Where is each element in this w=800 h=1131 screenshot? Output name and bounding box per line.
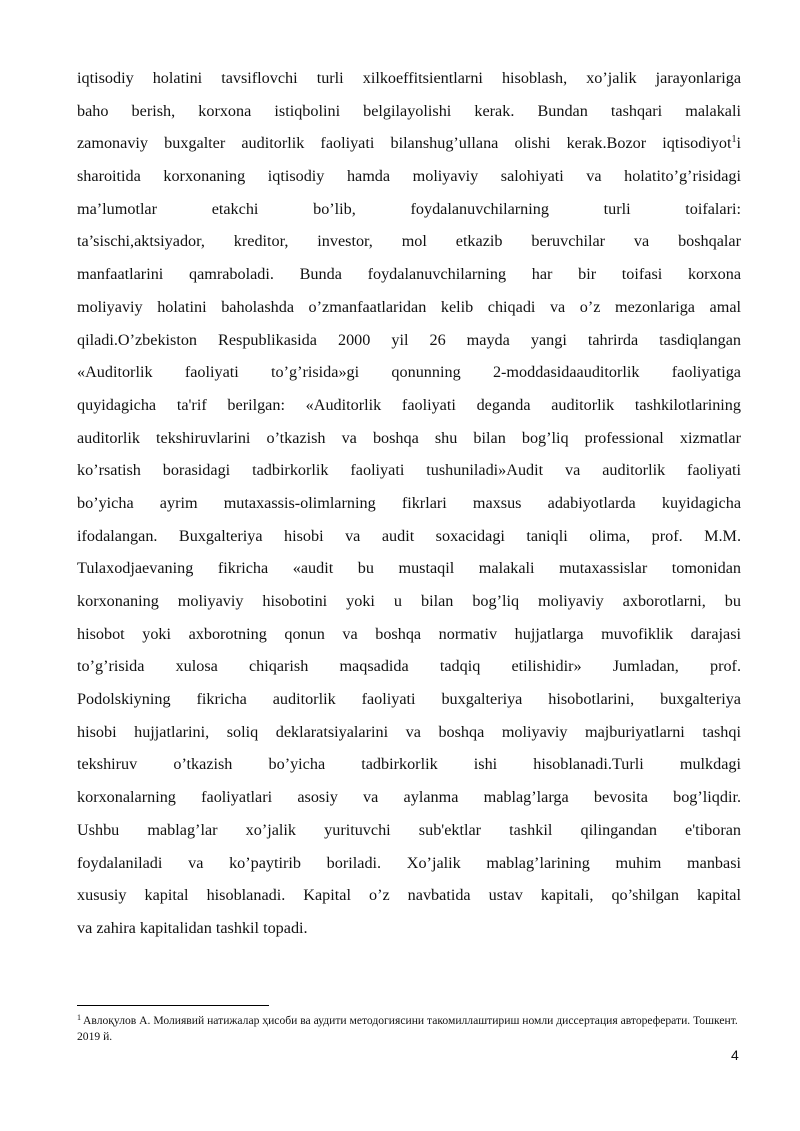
text-line: to’g’risida xulosa chiqarish maqsadida tadqiq etilishidir» Jumladan, prof. (77, 657, 741, 676)
page-number: 4 (731, 1047, 739, 1063)
text-line: baho berish, korxona istiqbolini belgilayolishi kerak. Bundan tashqari malakali (77, 101, 741, 120)
text-line: Ushbu mablag’lar xo’jalik yurituvchi sub'ektlar tashkil qilingandan e'tiboran (77, 820, 741, 839)
text-line: sharoitida korxonaning iqtisodiy hamda moliyaviy salohiyati va holatito’g’risidagi (77, 167, 741, 186)
text-line: hisobot yoki axborotning qonun va boshqa normativ hujjatlarga muvofiklik darajasi (77, 624, 741, 643)
text-line: ifodalangan. Buxgalteriya hisobi va audit soxacidagi taniqli olima, prof. M.M. (77, 526, 741, 545)
text-line: «Auditorlik faoliyati to’g’risida»gi qonunning 2-moddasidaauditorlik faoliyatiga (77, 363, 741, 382)
text-line: iqtisodiy holatini tavsiflovchi turli xilkoeffitsientlarni hisoblash, xo’jalik jarayonlariga (77, 69, 741, 87)
footnote-text: Авлоқулов А. Молиявий натижалар ҳисоби ва аудити методогиясини такомиллаштириш номли диссертация автореферати. Тошкент. 2019 й. (77, 1014, 738, 1043)
footnote (77, 1013, 741, 1044)
body-paragraph (77, 62, 741, 945)
text-line-with-footnote (77, 127, 741, 160)
text-line-part: zamonaviy buxgalter auditorlik faoliyati bilanshug’ullana olishi kerak.Bozor iqtisodiyot (77, 134, 732, 153)
text-line: ko’rsatish borasidagi tadbirkorlik faoliyati tushuniladi»Audit va auditorlik faoliyati (77, 461, 741, 480)
text-line-part: i (736, 134, 741, 153)
text-line: bo’yicha ayrim mutaxassis-olimlarning fikrlari maxsus adabiyotlarda kuyidagicha (77, 493, 741, 512)
text-line: ma’lumotlar etakchi bo’lib, foydalanuvchilarning turli toifalari: (77, 199, 741, 218)
text-line: va zahira kapitalidan tashkil topadi. (77, 918, 308, 937)
text-line: foydalaniladi va ko’paytirib boriladi. Xo’jalik mablag’larining muhim manbasi (77, 853, 741, 872)
text-line: ta’sischi,aktsiyador, kreditor, investor, mol etkazib beruvchilar va boshqalar (77, 232, 741, 251)
footnote-separator (77, 1005, 269, 1006)
text-line: korxonalarning faoliyatlari asosiy va aylanma mablag’larga bevosita bog’liqdir. (77, 788, 741, 807)
text-line: tekshiruv o’tkazish bo’yicha tadbirkorlik ishi hisoblanadi.Turli mulkdagi (77, 755, 741, 774)
text-line: auditorlik tekshiruvlarini o’tkazish va boshqa shu bilan bog’liq professional xizmatlar (77, 428, 741, 447)
text-line: hisobi hujjatlarini, soliq deklaratsiyalarini va boshqa moliyaviy majburiyatlarni tashqi (77, 722, 741, 741)
text-line: Podolskiyning fikricha auditorlik faoliyati buxgalteriya hisobotlarini, buxgalteriya (77, 690, 741, 709)
text-line: qiladi.O’zbekiston Respublikasida 2000 yil 26 mayda yangi tahrirda tasdiqlangan (77, 330, 741, 349)
text-line: korxonaning moliyaviy hisobotini yoki u bilan bog’liq moliyaviy axborotlarni, bu (77, 592, 741, 610)
text-line: moliyaviy holatini baholashda o’zmanfaatlaridan kelib chiqadi va o’z mezonlariga amal (77, 297, 741, 316)
footnote-reference[interactable]: 1 (731, 134, 737, 146)
text-line: manfaatlarini qamraboladi. Bunda foydalanuvchilarning har bir toifasi korxona (77, 265, 741, 284)
footnote-number: 1 (77, 1013, 81, 1022)
text-line: quyidagicha ta'rif berilgan: «Auditorlik faoliyati deganda auditorlik tashkilotlarining (77, 395, 741, 414)
text-line: xususiy kapital hisoblanadi. Kapital o’z navbatida ustav kapitali, qo’shilgan kapital (77, 886, 741, 905)
text-line: Tulaxodjaevaning fikricha «audit bu mustaqil malakali mutaxassislar tomonidan (77, 559, 741, 578)
